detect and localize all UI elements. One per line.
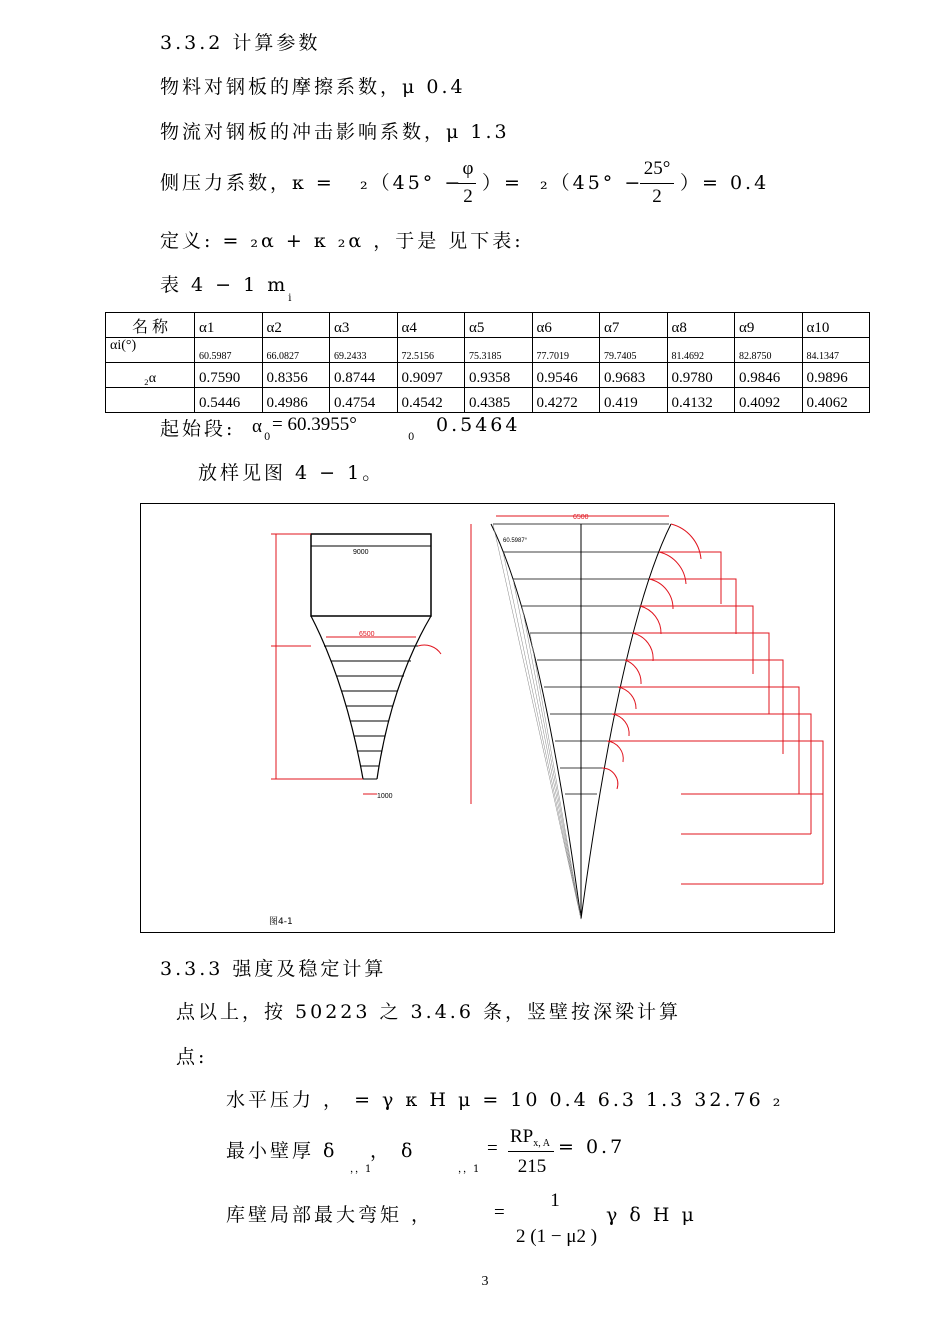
start-alpha-symbol: α xyxy=(252,416,262,437)
paragraph-point: 点: xyxy=(176,1046,208,1068)
hopper-horizontal-lines xyxy=(324,646,418,779)
table-cell: 0.4385 xyxy=(465,388,533,413)
table-cell: 0.9683 xyxy=(600,363,668,388)
table-cell: 81.4692 xyxy=(667,338,735,363)
dim-box-top: 9000 xyxy=(353,549,369,556)
dim-top-right: 6500 xyxy=(573,514,589,521)
header-cell: 名 称 xyxy=(106,313,195,338)
table-title-text: 表 4 − 1 m xyxy=(160,274,289,296)
rp-symbol: RP xyxy=(510,1126,534,1147)
fraction2-bar xyxy=(640,183,674,184)
min-thickness-fraction-bar xyxy=(508,1151,554,1152)
header-cell: α7 xyxy=(600,313,668,338)
paragraph-above-point: 点以上，按 50223 之 3.4.6 条，竖壁按深梁计算 xyxy=(176,1001,681,1023)
table-cell: 82.8750 xyxy=(735,338,803,363)
lateral-part1: ₂（45° − xyxy=(360,172,464,194)
table-cell: 0.4754 xyxy=(330,388,398,413)
hopper-left-curve xyxy=(311,616,363,779)
row-label-m xyxy=(106,388,195,413)
moment-eq: = xyxy=(494,1202,505,1223)
table-cell: 0.8744 xyxy=(330,363,398,388)
min-thickness-sub2: ，，1 xyxy=(458,1164,480,1175)
fraction1-numerator: φ xyxy=(462,158,474,179)
lateral-part2: ）= xyxy=(482,172,523,194)
table-cell: 0.4132 xyxy=(667,388,735,413)
start-segment-label: 起始段: xyxy=(160,418,236,440)
start-alpha-value: = 60.3955° xyxy=(272,414,357,435)
start-m-value: 0.5464 xyxy=(436,414,521,436)
page-number: 3 xyxy=(481,1274,489,1289)
table-cell: 69.2433 xyxy=(330,338,398,363)
moment-tail: γ δ H μ xyxy=(606,1204,697,1226)
figure-drawing xyxy=(141,504,834,932)
table-cell: 0.4272 xyxy=(532,388,600,413)
moment-numerator: 1 xyxy=(550,1190,560,1211)
layout-radial-lines xyxy=(493,524,581,919)
figure-caption: 图4-1 xyxy=(269,917,293,927)
friction-coefficient-line: 物料对钢板的摩擦系数，μ 0.4 xyxy=(160,76,466,98)
header-cell: α3 xyxy=(330,313,398,338)
min-thickness-mid: ， δ xyxy=(370,1140,416,1162)
min-thickness-result: = 0.7 xyxy=(558,1136,626,1158)
table-cell: 79.7405 xyxy=(600,338,668,363)
lateral-part3: ₂（45° − xyxy=(540,172,644,194)
table-cell: 0.9780 xyxy=(667,363,735,388)
section-heading-332: 3.3.2 计算参数 xyxy=(160,32,321,54)
table-cell: 84.1347 xyxy=(802,338,870,363)
table-cell: 0.9358 xyxy=(465,363,533,388)
table-cell: 0.9546 xyxy=(532,363,600,388)
rp-subscript: x, A xyxy=(533,1138,550,1149)
table-cell: 0.4092 xyxy=(735,388,803,413)
table-cell: 66.0827 xyxy=(262,338,330,363)
moment-denominator: 2 (1 − μ2 ) xyxy=(516,1226,598,1247)
header-cell: α6 xyxy=(532,313,600,338)
horizontal-pressure-line: 水平压力 ， = γ κ H μ = 10 0.4 6.3 1.3 32.76 ₂ xyxy=(226,1089,784,1111)
hopper-right-curve xyxy=(377,616,431,779)
row-label-angle: αi(°) xyxy=(106,338,195,363)
min-thickness-numerator xyxy=(510,1126,550,1148)
table-cell: 77.7019 xyxy=(532,338,600,363)
min-thickness-eq: = xyxy=(487,1138,498,1159)
header-cell: α8 xyxy=(667,313,735,338)
table-cell: 72.5156 xyxy=(397,338,465,363)
fraction1-denominator: 2 xyxy=(463,186,473,207)
min-thickness-sub1: ，，1 xyxy=(350,1164,372,1175)
layout-step-dimensions xyxy=(607,552,823,884)
table-cell: 0.7590 xyxy=(195,363,263,388)
table-cell: 0.8356 xyxy=(262,363,330,388)
min-thickness-label: 最小壁厚 δ xyxy=(226,1140,338,1162)
table-title-subscript: i xyxy=(288,293,292,304)
layout-red-arcs xyxy=(602,524,701,789)
table-row xyxy=(106,363,870,388)
row-label-sin: ₂α xyxy=(106,363,195,388)
moment-label: 库壁局部最大弯矩 ， xyxy=(226,1204,434,1226)
lateral-coefficient-label: 侧压力系数，κ = xyxy=(160,172,335,194)
table-title xyxy=(160,270,292,304)
section-heading-333: 3.3.3 强度及稳定计算 xyxy=(160,958,387,980)
angle-label: 60.5987° xyxy=(503,538,528,544)
header-cell: α9 xyxy=(735,313,803,338)
table-cell: 0.419 xyxy=(600,388,668,413)
layout-right-curve xyxy=(581,524,671,919)
dim-box-mid: 6500 xyxy=(359,631,375,638)
impact-coefficient-line: 物流对钢板的冲击影响系数，μ 1.3 xyxy=(160,121,510,143)
table-cell: 75.3185 xyxy=(465,338,533,363)
header-cell: α10 xyxy=(802,313,870,338)
table-cell: 0.4542 xyxy=(397,388,465,413)
layout-note: 放样见图 4 − 1。 xyxy=(198,462,385,484)
table-cell: 0.9846 xyxy=(735,363,803,388)
left-dimension-lines xyxy=(271,534,441,794)
header-cell: α1 xyxy=(195,313,263,338)
figure-4-1 xyxy=(140,503,835,933)
start-m-subscript: 0 xyxy=(408,432,415,443)
fraction2-numerator: 25° xyxy=(643,158,671,179)
table-row xyxy=(106,388,870,413)
header-cell: α5 xyxy=(465,313,533,338)
header-cell: α2 xyxy=(262,313,330,338)
table-cell: 0.9896 xyxy=(802,363,870,388)
table-cell: 60.5987 xyxy=(195,338,263,363)
table-row xyxy=(106,338,870,363)
fraction1-bar xyxy=(458,183,476,184)
table-header-row xyxy=(106,313,870,338)
table-cell: 0.5446 xyxy=(195,388,263,413)
start-alpha-subscript: 0 xyxy=(264,432,271,443)
table-cell: 0.4062 xyxy=(802,388,870,413)
table-cell: 0.9097 xyxy=(397,363,465,388)
fraction2-denominator: 2 xyxy=(652,186,662,207)
dim-bottom: 1000 xyxy=(377,793,393,800)
parameter-table xyxy=(105,312,870,413)
definition-line: 定义: = ₂α + κ ₂α ，于是 见下表: xyxy=(160,230,524,252)
layout-left-curve xyxy=(491,524,581,919)
min-thickness-denominator: 215 xyxy=(517,1156,547,1177)
header-cell: α4 xyxy=(397,313,465,338)
table-cell: 0.4986 xyxy=(262,388,330,413)
lateral-part4: ）= 0.4 xyxy=(680,172,770,194)
